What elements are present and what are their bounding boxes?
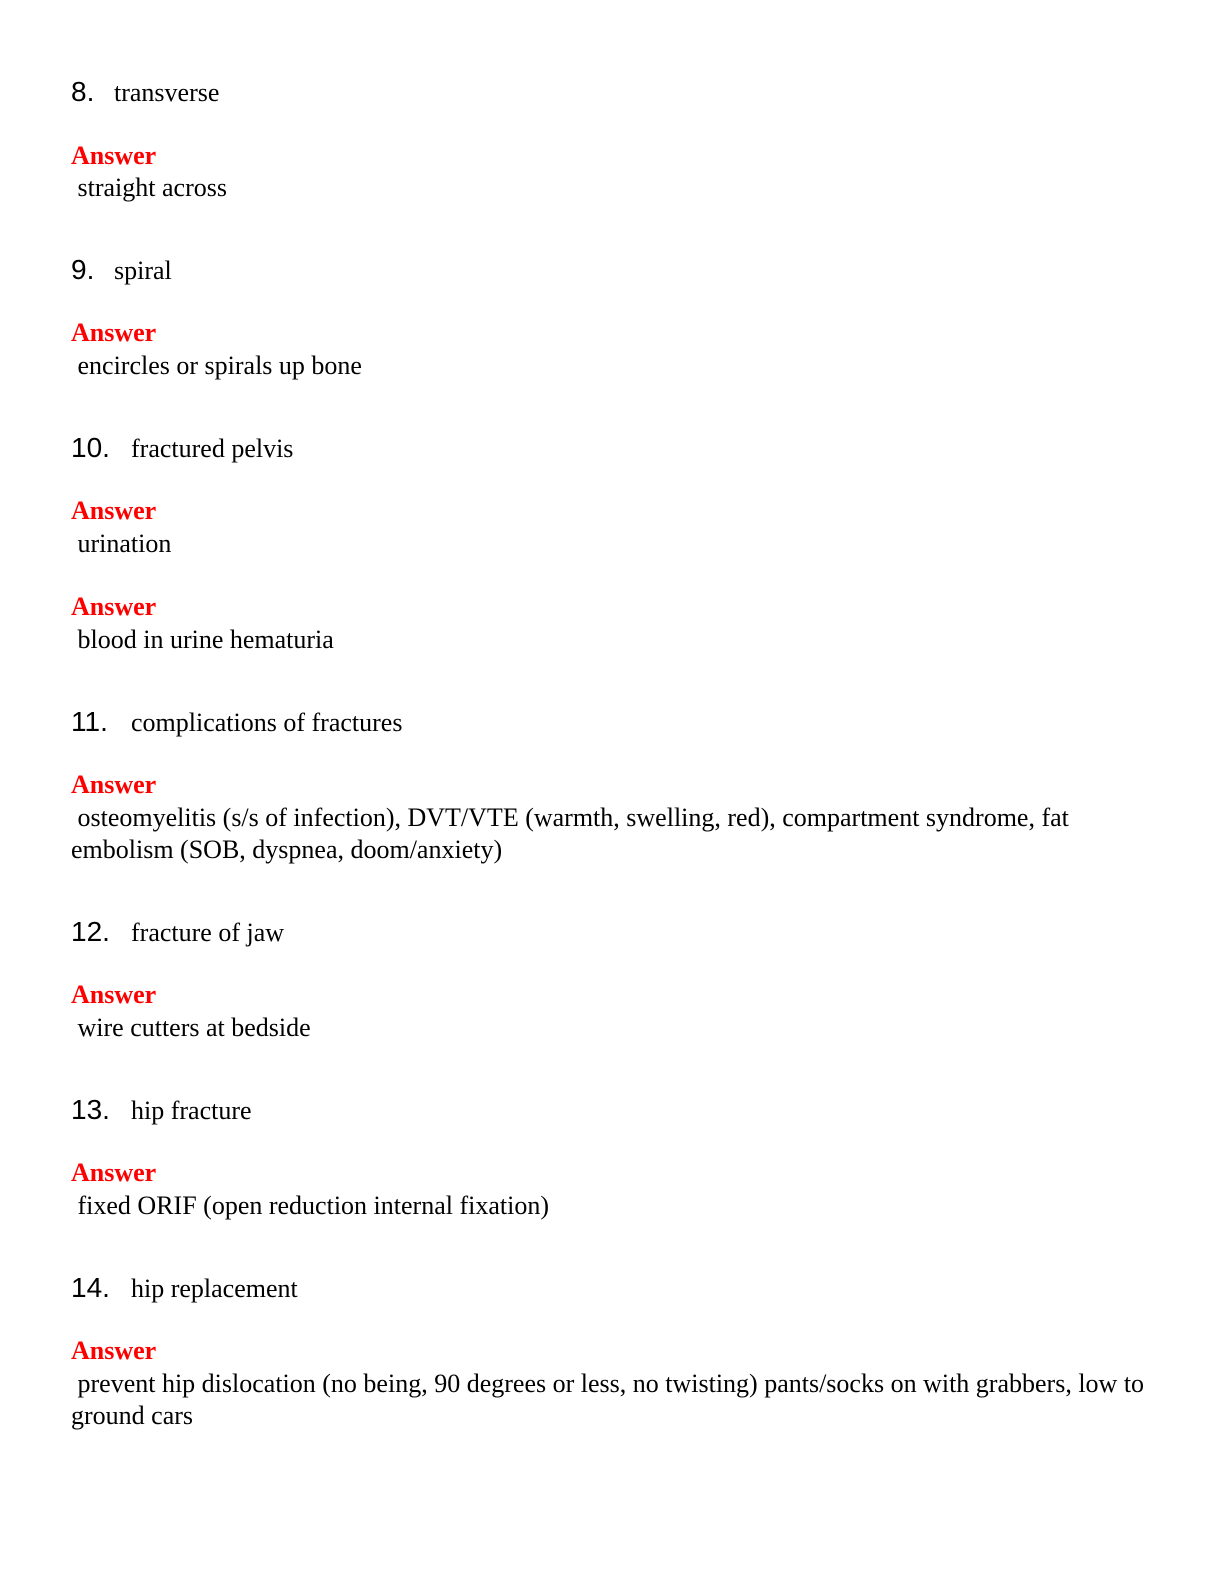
question-number: 13. (71, 1094, 110, 1125)
answer-label: Answer (71, 318, 157, 347)
question-term: spiral (114, 256, 172, 285)
question-number: 9. (71, 254, 95, 285)
answer-text: prevent hip dislocation (no being, 90 degrees or less, no twisting) pants/socks on with grabbers, low to ground cars (71, 1369, 1151, 1430)
answer-text: osteomyelitis (s/s of infection), DVT/VTE (warmth, swelling, red), compartment syndrome, fat embolism (SOB, dyspnea, doom/anxiety) (71, 803, 1076, 864)
question-number: 12. (71, 916, 110, 947)
answer-label: Answer (71, 1158, 157, 1187)
question-term: hip replacement (131, 1274, 298, 1303)
answer-text: urination (71, 529, 172, 558)
answer-label: Answer (71, 592, 157, 621)
question-term: fracture of jaw (131, 918, 285, 947)
answer-label: Answer (71, 770, 157, 799)
question-number: 14. (71, 1272, 110, 1303)
answer-label: Answer (71, 141, 157, 170)
question-number: 11. (71, 706, 108, 737)
question-term: transverse (114, 78, 220, 107)
question-term: complications of fractures (131, 708, 403, 737)
answer-text: encircles or spirals up bone (71, 351, 362, 380)
question-number: 8. (71, 76, 95, 107)
answer-text: fixed ORIF (open reduction internal fixation) (71, 1191, 549, 1220)
answer-text: straight across (71, 173, 227, 202)
answer-text: blood in urine hematuria (71, 625, 334, 654)
answer-label: Answer (71, 496, 157, 525)
question-number: 10. (71, 432, 110, 463)
answer-text: wire cutters at bedside (71, 1013, 311, 1042)
answer-label: Answer (71, 980, 157, 1009)
question-term: hip fracture (131, 1096, 252, 1125)
answer-label: Answer (71, 1336, 157, 1365)
question-term: fractured pelvis (131, 434, 294, 463)
